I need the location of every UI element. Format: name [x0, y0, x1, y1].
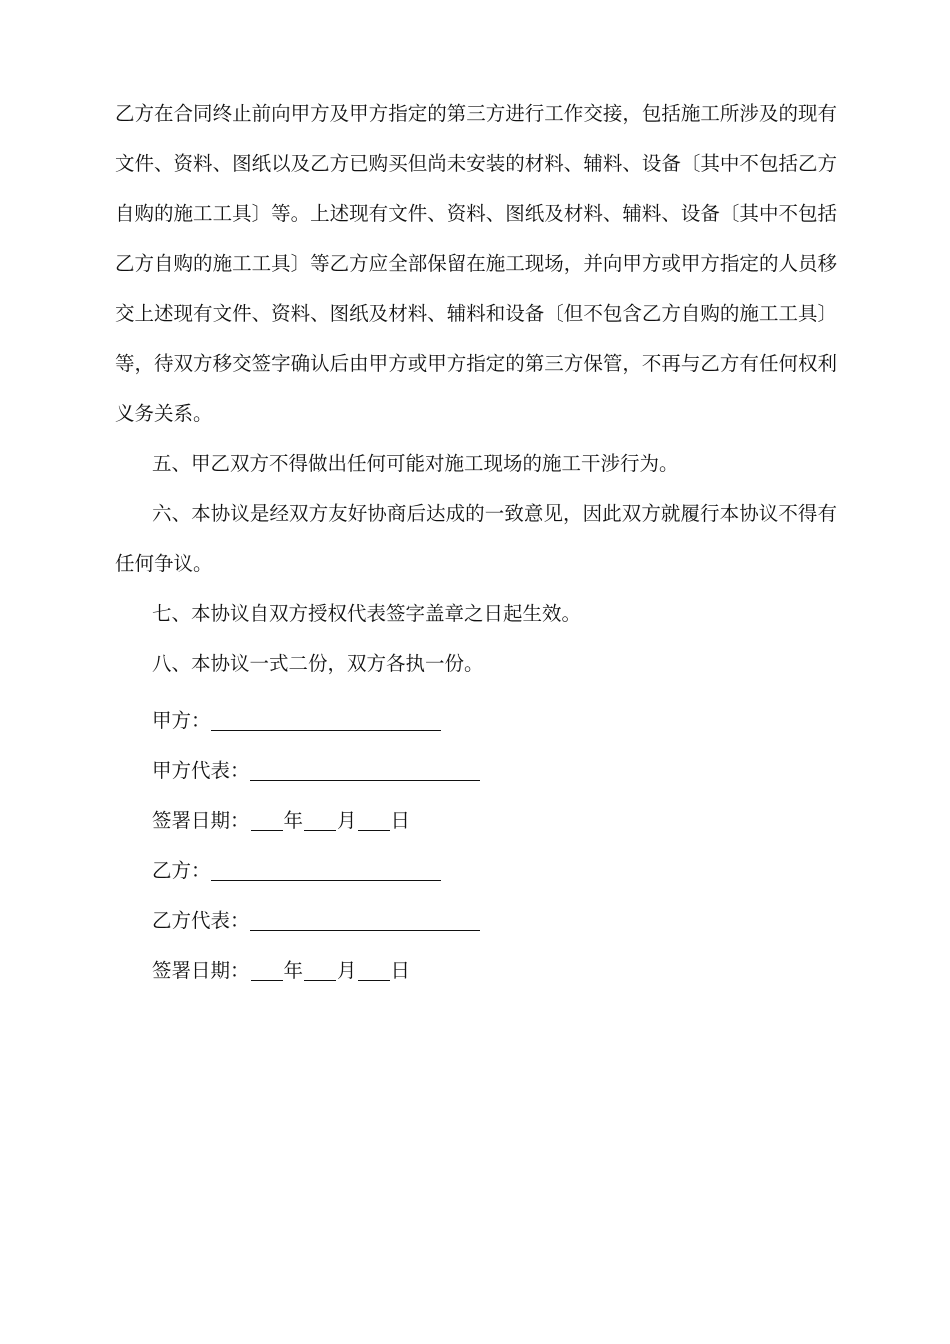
party-b-blank[interactable]: [211, 858, 441, 881]
day-blank[interactable]: [358, 958, 390, 981]
month-blank[interactable]: [304, 958, 336, 981]
day-label: 日: [390, 959, 411, 982]
text-line: 任何争议。: [115, 552, 213, 575]
year-label: 年: [283, 959, 304, 982]
party-a-rep-signature-row: [115, 746, 837, 796]
clause-6: [115, 496, 837, 596]
party-b-date-row: [115, 946, 837, 996]
text-line: 六、本协议是经双方友好协商后达成的一致意见，因此双方就履行本协议不得有: [152, 502, 837, 525]
day-label: 日: [390, 809, 411, 832]
month-blank[interactable]: [304, 808, 336, 831]
date-label: 签署日期：: [152, 959, 250, 982]
party-b-rep-label: 乙方代表：: [152, 909, 250, 932]
paragraph-handover: [115, 96, 837, 446]
text-line: 等，待双方移交签字确认后由甲方或甲方指定的第三方保管，不再与乙方有任何权利: [115, 352, 837, 375]
year-blank[interactable]: [251, 808, 283, 831]
party-a-rep-label: 甲方代表：: [152, 759, 250, 782]
text-line: 义务关系。: [115, 402, 213, 425]
party-a-label: 甲方：: [152, 709, 211, 732]
year-blank[interactable]: [251, 958, 283, 981]
text-line: 交上述现有文件、资料、图纸及材料、辅料和设备〔但不包含乙方自购的施工工具〕: [115, 302, 837, 325]
year-label: 年: [283, 809, 304, 832]
party-b-label: 乙方：: [152, 859, 211, 882]
day-blank[interactable]: [358, 808, 390, 831]
party-a-blank[interactable]: [211, 708, 441, 731]
month-label: 月: [337, 809, 357, 832]
party-a-date-row: [115, 796, 837, 846]
text-line: 乙方自购的施工工具〕等乙方应全部保留在施工现场，并向甲方或甲方指定的人员移: [115, 252, 837, 275]
text-line: 乙方在合同终止前向甲方及甲方指定的第三方进行工作交接，包括施工所涉及的现有: [115, 102, 837, 125]
clause-5: 五、甲乙双方不得做出任何可能对施工现场的施工干涉行为。: [152, 452, 679, 475]
party-b-signature-row: [115, 846, 837, 896]
month-label: 月: [337, 959, 357, 982]
text-line: 自购的施工工具〕等。上述现有文件、资料、图纸及材料、辅料、设备〔其中不包括: [115, 202, 837, 225]
party-b-rep-blank[interactable]: [250, 908, 480, 931]
document-body: [115, 96, 837, 996]
date-label: 签署日期：: [152, 809, 250, 832]
party-a-rep-blank[interactable]: [250, 758, 480, 781]
clause-8: 八、本协议一式二份，双方各执一份。: [152, 652, 484, 675]
party-b-rep-signature-row: [115, 896, 837, 946]
text-line: 文件、资料、图纸以及乙方已购买但尚未安装的材料、辅料、设备〔其中不包括乙方: [115, 152, 837, 175]
party-a-signature-row: [115, 696, 837, 746]
clause-7: 七、本协议自双方授权代表签字盖章之日起生效。: [152, 602, 582, 625]
